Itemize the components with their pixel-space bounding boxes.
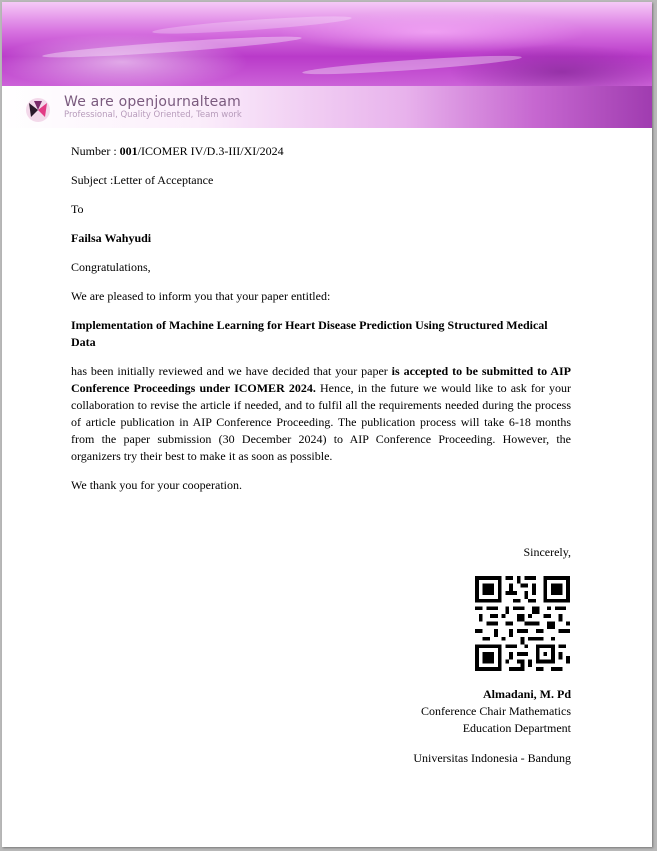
letter-subject: Subject :Letter of Acceptance (71, 173, 214, 187)
number-value: 001 (119, 144, 138, 158)
signatory-institution: Universitas Indonesia - Bandung (413, 751, 571, 765)
letter-to: To (71, 202, 84, 216)
sincerely: Sincerely, (523, 545, 571, 559)
signatory-role-line1: Conference Chair Mathematics (421, 704, 571, 718)
signatory-name-text: Almadani, M. Pd (482, 687, 571, 701)
body-highlight: is accepted to be submitted to AIP Conference Proceedings under ICOMER 2024. (71, 364, 571, 395)
body-start: has been initially reviewed and we have decided that your paper (71, 364, 392, 378)
body-end: Hence, in the future we would like to ask for your collaboration to revise the article if needed, and to fulfil all the requirements needed during the process of article publication in AIP Conference Proceeding. The publication process will take 6-18 months from the paper submission (30 December 2024) to AIP Conference Proceeding. However, the organizers try their best to make it as soon as possible. (71, 381, 571, 463)
brand-tagline: Professional, Quality Oriented, Team work (64, 110, 242, 120)
intro-text: We are pleased to inform you that your paper entitled: (71, 289, 331, 303)
letter-body (71, 143, 571, 494)
greeting: Congratulations, (71, 260, 151, 274)
qr-code-icon (475, 576, 570, 671)
paper-title (71, 317, 571, 351)
letter-page (2, 2, 652, 847)
recipient-name (71, 230, 571, 247)
signatory-name (311, 686, 571, 703)
signatory-role-line2: Education Department (462, 721, 571, 735)
number-suffix: /ICOMER IV/D.3-III/XI/2024 (137, 144, 284, 158)
closing-thanks: We thank you for your cooperation. (71, 478, 242, 492)
number-label: Number : (71, 144, 120, 158)
letterhead-banner (2, 2, 652, 128)
letter-number (71, 143, 571, 160)
brand-block (64, 94, 242, 121)
recipient-name-text: Failsa Wahyudi (71, 231, 152, 245)
paper-title-text: Implementation of Machine Learning for Heart Disease Prediction Using Structured Medical Data (71, 318, 548, 349)
openjournalteam-logo-icon (25, 97, 51, 123)
body-paragraph (71, 363, 571, 465)
brand-name: We are openjournalteam (64, 94, 242, 110)
